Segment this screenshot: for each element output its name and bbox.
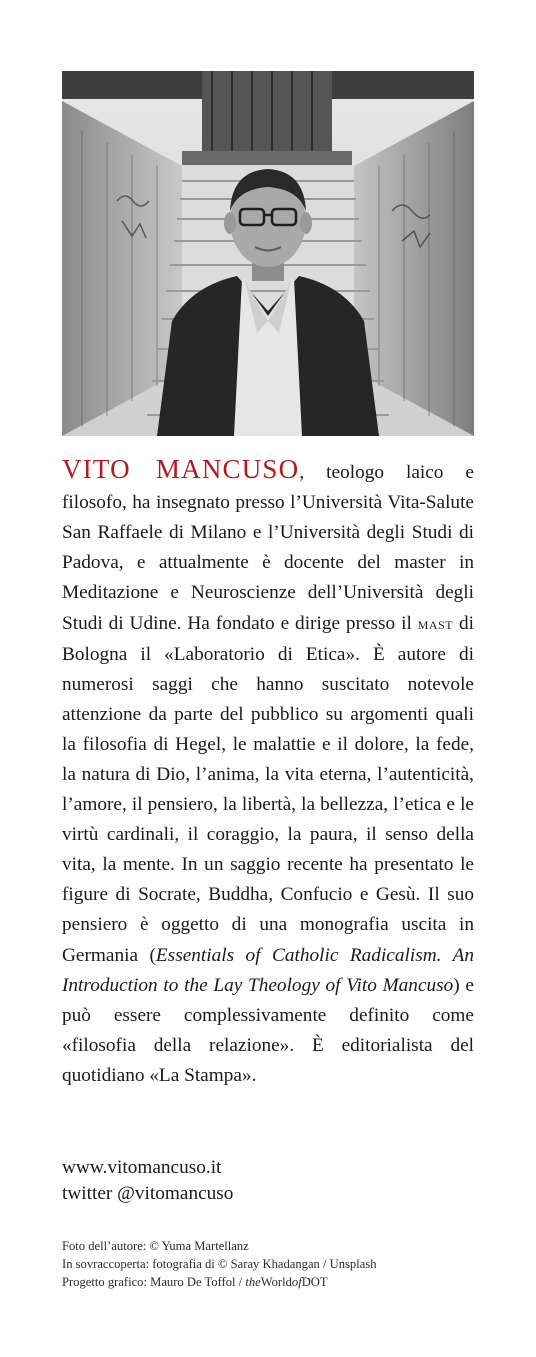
author-photo [62, 71, 474, 436]
author-bio [62, 454, 474, 1091]
photo-credit: Foto dell’autore: © Yuma Martellanz [62, 1239, 249, 1253]
cover-credit: In sovraccoperta: fotografia di © Saray Khadangan / Unsplash [62, 1257, 377, 1271]
book-title: Essentials of Catholic Radicalism. An Introduction to the Lay Theology of Vito Mancuso [62, 944, 474, 996]
bio-text-1: , teologo laico e filosofo, ha insegnato presso l’Università Vita-Salute San Raffaele di Milano e l’Università degli Studi di Padova, e attualmente è docente del master in Meditazione e Neuroscienze dell’Università degli Studi di Udine. Ha fondato e dirige presso il [62, 462, 474, 635]
mast-acronym: mast [417, 613, 454, 634]
design-credit-dot: DOT [301, 1275, 328, 1289]
author-bio-paragraph [62, 454, 474, 1091]
website-link[interactable]: www.vitomancuso.it [62, 1157, 222, 1178]
author-photo-image [62, 71, 474, 436]
design-credit [62, 1273, 492, 1291]
design-credit-prefix: Progetto grafico: Mauro De Toffol / [62, 1275, 246, 1289]
twitter-handle[interactable]: twitter @vitomancuso [62, 1183, 234, 1204]
design-credit-world: World [260, 1275, 292, 1289]
bio-text-2: di Bologna il «Laboratorio di Etica». È autore di numerosi saggi che hanno suscitato notevole attenzione da parte del pubblico su argomenti quali la filosofia di Hegel, le malattie e il dolore, la fede, la natura di Dio, l’anima, la vita eterna, l’autenticità, l’amore, il pensiero, la libertà, la bellezza, l’etica e le virtù cardinali, il coraggio, la paura, il senso della vita, la mente. In un saggio recente ha presentato le figure di Socrate, Buddha, Confucio e Gesù. Il suo pensiero è oggetto di una monografia uscita in Germania ( [62, 613, 474, 966]
credits [62, 1237, 492, 1291]
bio-text-3: ) e può essere complessivamente definito come «filosofia della relazione». È editorialista del quotidiano «La Stampa». [62, 974, 474, 1086]
design-credit-of: of [291, 1275, 302, 1289]
author-links [62, 1155, 474, 1207]
author-name: VITO MANCUSO [62, 454, 300, 484]
design-credit-the: the [245, 1275, 261, 1289]
